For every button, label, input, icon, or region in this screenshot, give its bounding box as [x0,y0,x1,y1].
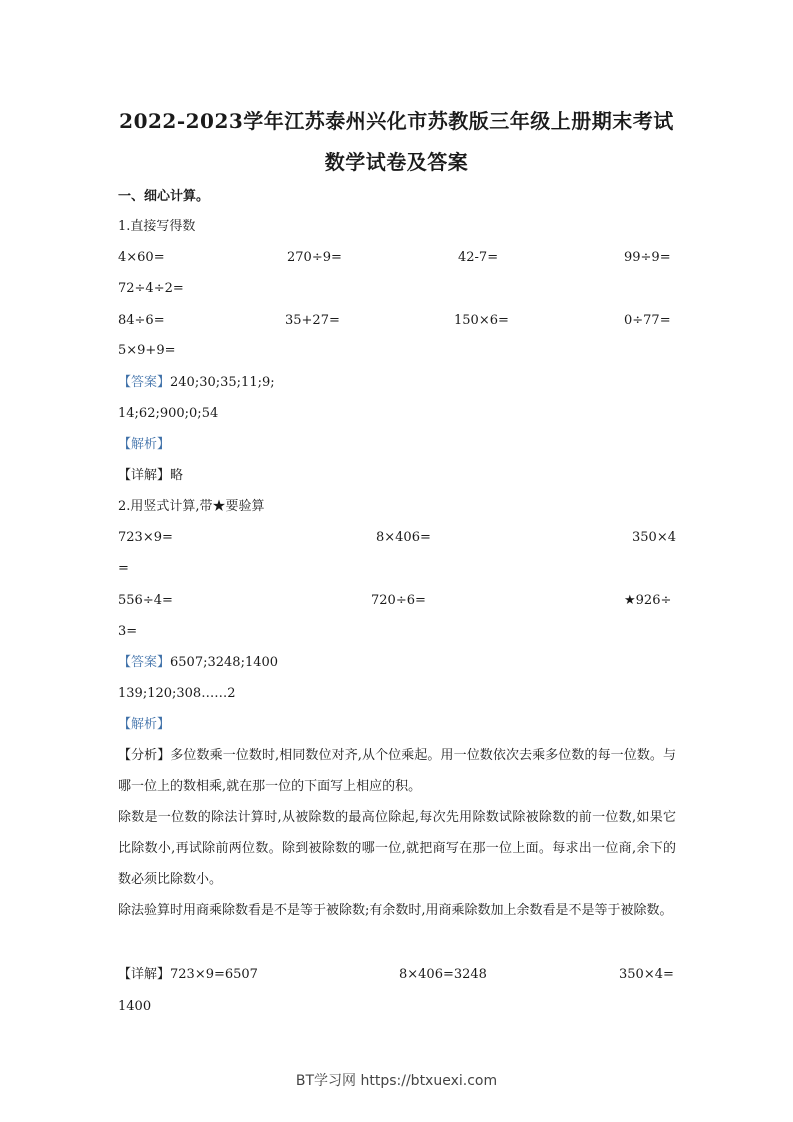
footer-watermark: BT学习网 https://btxuexi.com [295,1073,498,1089]
q1-item: 4×60= [118,250,165,265]
q1-answer-line2: 14;62;900;0;54 [118,406,219,421]
q1-detail: 【详解】略 [118,468,184,483]
q1-item: 5×9+9= [118,343,176,358]
q1-item: 0÷77= [624,313,671,328]
q2-analysis-paragraph: 除数是一位数的除法计算时,从被除数的最高位除起,每次先用除数试除被除数的前一位数,如果它比除数小,再试除前两位数。除到被除数的哪一位,就把商写在那一位上面。每求出一位商,余下的数必须比除数小。 [118,810,676,887]
section-heading: 一、细心计算。 [118,189,210,204]
answer-tag: 【答案】 [118,655,171,670]
q1-item: 72÷4÷2= [118,281,184,296]
answer-text: 6507;3248;1400 [170,655,279,670]
q2-analysis-paragraph: 【分析】多位数乘一位数时,相同数位对齐,从个位乘起。用一位数依次去乘多位数的每一位数。与哪一位上的数相乘,就在那一位的下面写上相应的积。 [118,748,676,794]
q2-item: ★926÷ [624,593,672,608]
answer-text: 240;30;35;11;9; [170,375,275,390]
q2-answer-line2: 139;120;308……2 [118,686,236,701]
q1-item: 84÷6= [118,313,165,328]
q2-answer [118,654,278,672]
q1-analysis-tag: 【解析】 [118,437,171,452]
q2-item: 8×406= [376,530,431,545]
q2-detail-item: 1400 [118,999,152,1014]
q2-item: 556÷4= [118,593,173,608]
document-title-line2: 数学试卷及答案 [324,150,469,174]
q1-item: 35+27= [285,313,340,328]
q2-item: 3= [118,624,138,639]
q2-detail-item: 8×406=3248 [399,967,487,982]
q2-item: 720÷6= [371,593,426,608]
answer-tag: 【答案】 [118,375,171,390]
q2-prompt: 2.用竖式计算,带★要验算 [118,499,265,514]
q2-detail-item: 【详解】723×9=6507 [118,967,258,982]
q2-detail-item: 350×4= [619,967,674,982]
q1-item: 99÷9= [624,250,671,265]
q1-item: 42-7= [458,250,499,265]
q2-analysis-paragraph: 除法验算时用商乘除数看是不是等于被除数;有余数时,用商乘除数加上余数看是不是等于被除数。 [118,903,673,918]
q2-item: 350×4 [632,530,676,545]
q2-item: = [118,561,129,576]
document-title-line1: 2022-2023学年江苏泰州兴化市苏教版三年级上册期末考试 [119,109,674,133]
q2-analysis-tag: 【解析】 [118,717,171,732]
q1-item: 270÷9= [287,250,342,265]
q1-prompt: 1.直接写得数 [118,219,196,234]
q1-answer [118,374,275,392]
q1-item: 150×6= [454,313,509,328]
q2-item: 723×9= [118,530,173,545]
